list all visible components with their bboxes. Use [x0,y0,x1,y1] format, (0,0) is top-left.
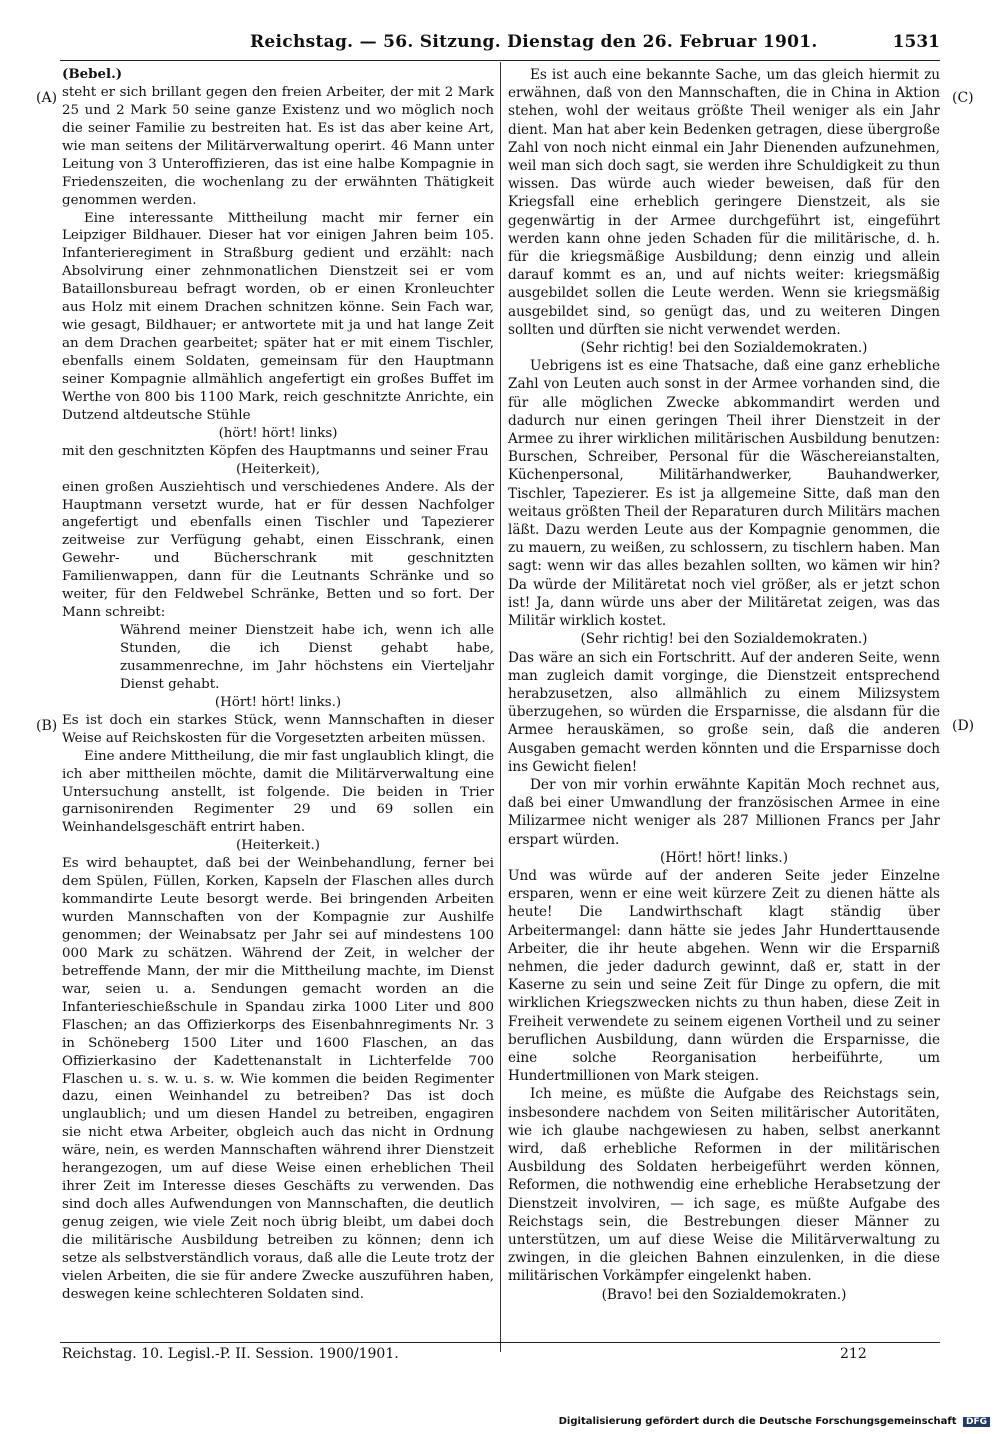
interjection: (Hört! hört! links.) [659,849,789,866]
paragraph: Es ist doch ein starkes Stück, wenn Mannschaften in dieser Weise auf Reichskosten für die Vorgesetzten arbeiten müssen. [62,712,494,746]
margin-marker-d: (D) [952,718,975,734]
paragraph: Es wird behauptet, daß bei der Weinbehandlung, ferner bei dem Spülen, Füllen, Korken, Kapseln der Flaschen alles durch kommandirte Leute besorgt werde. Bei bringenden Arbeiten wurden Mannschaften von der Kompagnie zur Aushilfe genommen; der Weinabsatz per Jahr sei auf mindestens 100 000 Mark zu schätzen. Während der Zeit, in welcher der betreffende Mann, der mir die Mittheilung machte, im Dienst war, seien u. a. Sendungen gemacht worden an die Infanterieschießschule in Spandau zirka 1000 Liter und 800 Flaschen; an das Offizierkorps des Eisenbahnregiments Nr. 3 in Schöneberg 1500 Liter und 1600 Flaschen, an das Offizierkasino der Kadettenanstalt in Lichterfelde 700 Flaschen u. s. w. u. s. w. Wie kommen die beiden Regimenter dazu, einen Weinhandel zu betreiben? Das ist doch unglaublich; und um diesen Handel zu betreiben, engagiren sie nicht etwa Arbeiter, obgleich auch das nicht in Ordnung wäre, nein, es werden Mannschaften während ihrer Dienstzeit herangezogen, um auf diese Weise einen erheblichen Theil ihrer Zeit im Interesse dieses Geschäfts zu verwenden. Das sind doch alles Aufwendungen von Mannschaften, die deutlich genug zeigen, wie viele Zeit noch übrig bleibt, um dabei doch die militärische Ausbildung betreiben zu können; denn ich setze als selbstverständlich voraus, daß alle die Leute trotz der vielen Arbeiten, die sie für andere Zwecke auszuführen haben, deswegen keine schlechteren Soldaten sind. [62,856,494,1302]
paragraph: mit den geschnitzten Köpfen des Hauptmanns und seiner Frau [62,443,489,459]
quotation: Während meiner Dienstzeit habe ich, wenn ich alle Stunden, die ich Dienst gehabt habe, zusammenrechne, im Jahr höchstens ein Vierteljahr Dienst gehabt. [120,623,494,692]
footer-session: Reichstag. 10. Legisl.-P. II. Session. 1900/1901. [62,1346,399,1362]
interjection: (Hört! hört! links.) [214,694,342,710]
paragraph: Ich meine, es müßte die Aufgabe des Reichstags sein, insbesondere nachdem von Seiten militärischer Autoritäten, wie ich glaube nachgewiesen zu haben, selbst anerkannt wird, daß erhebliche Reformen in der militärischen Ausbildung des Soldaten herbeigeführt werden können, Reformen, die nothwendig eine erhebliche Herabsetzung der Dienstzeit involviren, — ich sage, es müßte Aufgabe des Reichstags sein, die Bestrebungen dieser Männer zu unterstützen, um auf diese Weise die Militärverwaltung zu zwingen, in die gleichen Bahnen einzulenken, in die diese militärischen Vorkämpfer eingelenkt haben. [508,1086,940,1285]
speaker-name: (Bebel.) [62,66,123,82]
margin-marker-b: (B) [36,718,58,734]
paragraph: Eine interessante Mittheilung macht mir ferner ein Leipziger Bildhauer. Dieser hat vor einigen Jahren beim 105. Infanterieregiment in Straßburg gedient und erzählt: nach Absolvirung einer zehnmonatlichen Dienstzeit sei er vom Bataillonsbureau befragt worden, ob er einen Kronleuchter aus Holz mit einem Drachen schnitzen könne. Sein Fach war, wie gesagt, Bildhauer; er antwortete mit ja und hat lange Zeit an dem Drachen gearbeitet; später hat er mit einem Tischler, ebenfalls einem Soldaten, gemeinsam für den Hauptmann seiner Kompagnie allmählich angefertigt ein großes Buffet im Werthe von 800 bis 1100 Mark, reich geschnitzte Anrichte, ein Dutzend altdeutsche Stühle [62,210,494,423]
running-header [60,28,940,56]
paragraph: Und was würde auf der anderen Seite jeder Einzelne ersparen, wenn er eine weit kürzere Zeit zu dienen hätte als heute! Die Landwirthschaft klagt ständig über Arbeitermangel: dann hätte sie jedes Jahr Hunderttausende Arbeiter, die ihr heute abgehen. Wenn wir die Ersparniß nehmen, die jeder dadurch gewinnt, daß er, statt in der Kaserne zu sein und seine Zeit für Dinge zu opfern, die mit wirklichen Kriegszwecken nichts zu thun haben, diese Zeit in Freiheit verwendete zu seinem eigenen Vortheil und zu seiner beruflichen Ausbildung, dann würden die Ersparnisse, die eine solche Reorganisation herbeiführte, um Hundertmillionen von Mark steigen. [508,867,940,1085]
paragraph: Das wäre an sich ein Fortschritt. Auf der anderen Seite, wenn man zugleich damit vorginge, die Dienstzeit entsprechend herabzusetzen, also allmählich zu einem Milizsystem überzugehen, so würden die Ersparnisse, die alsdann für die Armee herauskämen, so große sein, daß die anderen Ausgaben gemacht werden könnten und die Ersparnisse doch ins Gewicht fielen! [508,649,940,775]
digitization-text: Digitalisierung gefördert durch die Deutsche Forschungsgemeinschaft [558,1416,957,1427]
interjection: (Heiterkeit.) [236,838,320,854]
footer-sheet-number: 212 [840,1346,867,1362]
paragraph: Der von mir vorhin erwähnte Kapitän Moch rechnet aus, daß bei einer Umwandlung der französischen Armee in eine Milizarmee nicht weniger als 287 Millionen Francs per Jahr erspart würden. [508,776,940,848]
right-column [508,66,940,1304]
interjection: (Sehr richtig! bei den Sozialdemokraten.) [580,631,868,648]
paragraph: einen großen Ausziehtisch und verschiedenes Andere. Als der Hauptmann versetzt wurde, hat er für dessen Nachfolger angefertigt und ebenfalls einen Tischler und Tapezierer zeitweise zur Verfügung gehabt, einen Eisschrank, einen Gewehr- und Bücherschrank mit geschnitzten Familienwappen, dann für die Leutnants Schränke und so weiter, für den Feldwebel Schränke, Betten und so fort. Der Mann schreibt: [62,479,494,621]
running-title: Reichstag. — 56. Sitzung. Dienstag den 26. Februar 1901. [250,32,818,52]
interjection: (hört! hört! links) [218,425,338,441]
interjection: (Heiterkeit), [236,461,320,477]
paragraph: Uebrigens ist es eine Thatsache, daß eine ganz erhebliche Zahl von Leuten auch sonst in der Armee vorhanden sind, die für alle möglichen Zwecke abkommandirt werden und dadurch nur einen geringen Theil ihrer Dienstzeit in der Armee zu ihrer wirklichen militärischen Ausbildung benutzen: Burschen, Schreiber, Personal für die Wäschereianstalten, Küchenpersonal, Militärhandwerker, Bauhandwerker, Tischler, Tapezierer. Es ist ja allgemeine Sitte, daß man den weitaus größten Theil der Reparaturen durch Militärs machen läßt. Dazu werden Leute aus der Kompagnie genommen, die zu mauern, zu weißen, zu schlossern, zu tischlern haben. Man sagt: wenn wir das alles bezahlen sollten, wo kämen wir hin? Da würde der Militäretat noch viel größer, als er jetzt schon ist! Ja, dann würde uns aber der Militäretat zeigen, was das Militär wirklich kostet. [508,358,940,630]
margin-marker-a: (A) [36,90,58,106]
dfg-logo: DFG [963,1417,990,1427]
interjection: (Sehr richtig! bei den Sozialdemokraten.) [580,340,868,357]
paragraph: steht er sich brillant gegen den freien Arbeiter, der mit 2 Mark 25 und 2 Mark 50 seine ganze Existenz und wo möglich noch die seiner Familie zu bestreiten hat. Es ist das aber keine Art, wie man seitens der Militärverwaltung operirt. 46 Mann unter Leitung von 3 Unteroffizieren, das ist eine halbe Kompagnie in Friedenszeiten, die wochenlang zu der erwähnten Thätigkeit genommen werden. [62,84,494,208]
footer-rule [60,1342,940,1343]
margin-marker-c: (C) [952,90,974,106]
paragraph: Eine andere Mittheilung, die mir fast unglaublich klingt, die ich aber mittheilen möchte, damit die Militärverwaltung eine Untersuchung anstellt, ist folgende. Die beiden in Trier garnisonirenden Regimenter 29 und 69 sollen ein Weinhandelsgeschäft entrirt haben. [62,748,494,836]
header-rule [60,60,940,61]
page-number: 1531 [892,32,940,52]
digitization-note [559,1416,990,1427]
interjection: (Bravo! bei den Sozialdemokraten.) [601,1286,847,1303]
left-column [62,66,494,1304]
column-divider [500,62,501,1352]
paragraph: Es ist auch eine bekannte Sache, um das gleich hiermit zu erwähnen, daß von den Mannschaften, die in China in Aktion stehen, wohl der weitaus größte Theil weniger als ein Jahr dient. Man hat aber kein Bedenken getragen, diese übergroße Zahl von noch nicht einmal ein Jahr Dienenden aufzunehmen, weil man sich doch sagt, sie werden ihre Schuldigkeit zu thun wissen. Das würde auch wieder beweisen, daß für den Kriegsfall eine erheblich geringere Dienstzeit, als sie gegenwärtig in der Armee durchgeführt ist, eingeführt werden kann ohne jeden Schaden für die militärische, d. h. für die kriegsmäßige Ausbildung; denn einzig und allein darauf kommt es an, und auf nichts weiter: kriegsmäßig ausgebildet sollen die Leute werden. Wenn sie kriegsmäßig ausgebildet sind, so genügt das, und zu weiteren Dingen sollten und dürften sie nicht verwendet werden. [508,67,940,338]
